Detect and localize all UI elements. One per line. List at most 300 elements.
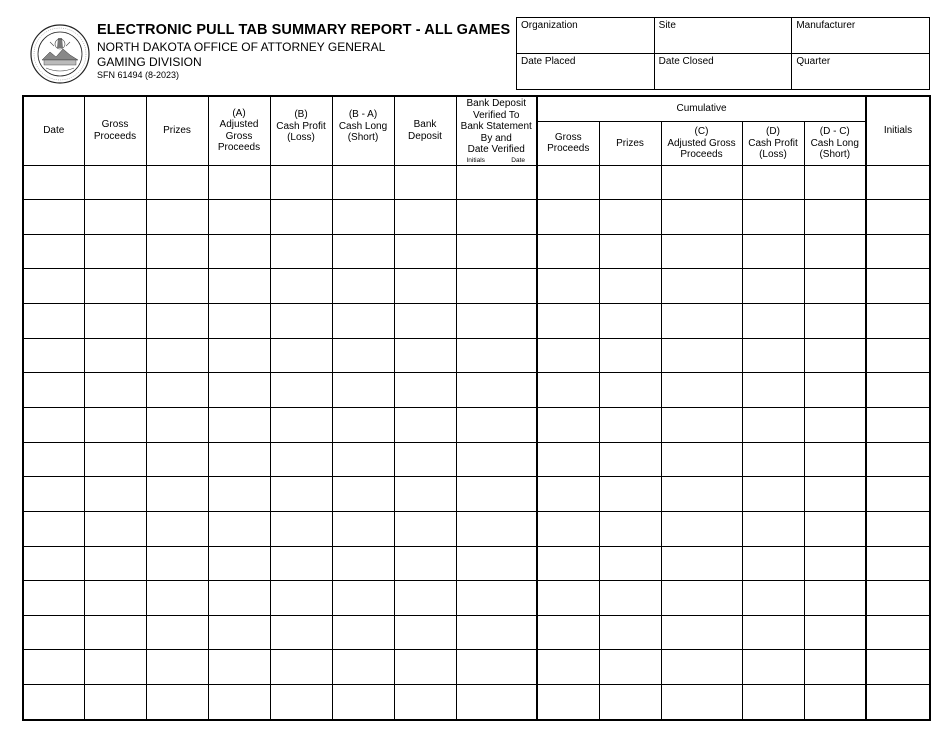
header-bank-verified [456,96,537,165]
prizes-cell[interactable] [146,546,208,581]
cum-adjusted-gross-cell[interactable] [661,373,742,408]
quarter-label: Quarter [796,56,831,67]
date-cell[interactable] [23,234,84,269]
cum-cash-profit-cell[interactable] [742,407,804,442]
header-cum-cash-long [804,122,866,166]
cum-gross-proceeds-cell[interactable] [537,477,599,512]
cum-prizes-cell[interactable] [599,581,661,616]
header-bank-verified-initials: Initials [466,156,485,164]
cum-adjusted-gross-cell[interactable] [661,546,742,581]
bank-deposit-cell[interactable] [394,546,456,581]
gross-proceeds-cell[interactable] [84,200,146,235]
cash-profit-cell[interactable] [270,650,332,685]
cum-prizes-cell[interactable] [599,546,661,581]
cash-profit-cell[interactable] [270,373,332,408]
cum-adjusted-gross-cell[interactable] [661,234,742,269]
cum-cash-long-cell[interactable] [804,546,866,581]
bank-deposit-cell[interactable] [394,304,456,339]
header-cum-adjusted-gross-line1: (C) [694,126,709,137]
cash-long-cell[interactable] [332,511,394,546]
header-gross-proceeds-line1: Gross [101,119,129,131]
bank-verified-cell[interactable] [456,615,537,650]
initials-cell[interactable] [866,338,930,373]
date-cell[interactable] [23,581,84,616]
cash-profit-cell[interactable] [270,685,332,720]
header-gross-proceeds [84,96,146,165]
cum-cash-profit-cell[interactable] [742,581,804,616]
cum-prizes-cell[interactable] [599,685,661,720]
bank-deposit-cell[interactable] [394,511,456,546]
cum-cash-profit-cell[interactable] [742,650,804,685]
cash-long-cell[interactable] [332,546,394,581]
report-info-box [516,17,930,90]
header-bank-verified-sublabels [457,156,537,165]
bank-verified-cell[interactable] [456,546,537,581]
cum-cash-long-cell[interactable] [804,338,866,373]
cum-adjusted-gross-cell[interactable] [661,165,742,200]
adjusted-gross-cell[interactable] [208,407,270,442]
bank-deposit-cell[interactable] [394,338,456,373]
gross-proceeds-cell[interactable] [84,685,146,720]
header-cash-profit-line3: (Loss) [287,132,315,143]
cash-long-cell[interactable] [332,165,394,200]
initials-cell[interactable] [866,615,930,650]
date-cell[interactable] [23,685,84,720]
header-cum-cash-long-line1: (D - C) [819,126,850,137]
cash-profit-cell[interactable] [270,234,332,269]
prizes-cell[interactable] [146,407,208,442]
cum-cash-profit-cell[interactable] [742,373,804,408]
adjusted-gross-cell[interactable] [208,511,270,546]
cum-adjusted-gross-cell[interactable] [661,269,742,304]
manufacturer-label: Manufacturer [796,20,856,31]
cum-prizes-cell[interactable] [599,442,661,477]
header-initials-text: Initials [883,125,913,136]
header-cum-cash-profit-line2: Cash Profit [748,137,798,149]
cash-profit-cell[interactable] [270,581,332,616]
cum-prizes-cell[interactable] [599,511,661,546]
header-bank-deposit [394,96,456,165]
cash-long-cell[interactable] [332,338,394,373]
gross-proceeds-cell[interactable] [84,511,146,546]
prizes-cell[interactable] [146,234,208,269]
gross-proceeds-cell[interactable] [84,615,146,650]
prizes-cell[interactable] [146,373,208,408]
cash-long-cell[interactable] [332,650,394,685]
cash-long-cell[interactable] [332,407,394,442]
cum-prizes-cell[interactable] [599,615,661,650]
cum-cash-long-cell[interactable] [804,685,866,720]
bank-verified-cell[interactable] [456,511,537,546]
date-cell[interactable] [23,511,84,546]
header-cum-gross-proceeds-line1: Gross [554,131,582,143]
table-row [23,373,930,408]
gross-proceeds-cell[interactable] [84,338,146,373]
cash-profit-cell[interactable] [270,615,332,650]
adjusted-gross-cell[interactable] [208,546,270,581]
prizes-cell[interactable] [146,304,208,339]
header-cash-long [332,96,394,165]
cash-profit-cell[interactable] [270,200,332,235]
gross-proceeds-cell[interactable] [84,442,146,477]
site-field[interactable] [654,18,792,54]
cum-cash-profit-cell[interactable] [742,165,804,200]
initials-cell[interactable] [866,200,930,235]
header-gross-proceeds-line2: Proceeds [93,130,137,142]
header-bank-verified-date: Date [511,156,525,164]
cum-gross-proceeds-cell[interactable] [537,200,599,235]
table-row [23,442,930,477]
gross-proceeds-cell[interactable] [84,165,146,200]
header-cum-cash-profit [742,122,804,166]
bank-deposit-cell[interactable] [394,650,456,685]
header-bank-verified-line1: Bank Deposit [466,98,526,109]
adjusted-gross-cell[interactable] [208,304,270,339]
date-cell[interactable] [23,165,84,200]
adjusted-gross-cell[interactable] [208,581,270,616]
state-seal-icon [30,24,90,84]
bank-verified-cell[interactable] [456,165,537,200]
cum-gross-proceeds-cell[interactable] [537,269,599,304]
cash-long-cell[interactable] [332,269,394,304]
initials-cell[interactable] [866,650,930,685]
cum-prizes-cell[interactable] [599,338,661,373]
header-adjusted-gross [208,96,270,165]
cum-cash-long-cell[interactable] [804,304,866,339]
cum-adjusted-gross-cell[interactable] [661,407,742,442]
bank-deposit-cell[interactable] [394,685,456,720]
header-bank-verified-line3: Bank Statement [460,121,532,132]
cum-cash-long-cell[interactable] [804,581,866,616]
table-row [23,546,930,581]
table-row [23,304,930,339]
table-row [23,338,930,373]
table-row [23,165,930,200]
bank-deposit-cell[interactable] [394,407,456,442]
site-label: Site [658,20,676,31]
date-cell[interactable] [23,407,84,442]
initials-cell[interactable] [866,407,930,442]
date-cell[interactable] [23,373,84,408]
date-cell[interactable] [23,200,84,235]
header-cash-long-line2: Cash Long [338,120,388,132]
cum-prizes-cell[interactable] [599,373,661,408]
header-bank-verified-line2: Verified To [472,109,520,121]
prizes-cell[interactable] [146,477,208,512]
initials-cell[interactable] [866,269,930,304]
organization-field[interactable] [517,18,655,54]
cash-long-cell[interactable] [332,200,394,235]
initials-cell[interactable] [866,304,930,339]
cum-prizes-cell[interactable] [599,165,661,200]
form-number: SFN 61494 (8-2023) [97,70,180,80]
adjusted-gross-cell[interactable] [208,442,270,477]
bank-deposit-cell[interactable] [394,581,456,616]
cum-gross-proceeds-cell[interactable] [537,511,599,546]
prizes-cell[interactable] [146,442,208,477]
date-cell[interactable] [23,338,84,373]
cash-profit-cell[interactable] [270,165,332,200]
date-cell[interactable] [23,442,84,477]
bank-deposit-cell[interactable] [394,269,456,304]
cum-gross-proceeds-cell[interactable] [537,304,599,339]
header-bank-verified-text [457,97,537,156]
gross-proceeds-cell[interactable] [84,581,146,616]
cum-cash-long-cell[interactable] [804,165,866,200]
prizes-cell[interactable] [146,685,208,720]
initials-cell[interactable] [866,373,930,408]
bank-verified-cell[interactable] [456,200,537,235]
initials-cell[interactable] [866,546,930,581]
header-cumulative [537,96,866,122]
header-cum-adjusted-gross-line2: Adjusted Gross [667,137,736,149]
cum-adjusted-gross-cell[interactable] [661,581,742,616]
prizes-cell[interactable] [146,511,208,546]
date-closed-field[interactable] [654,54,792,90]
cash-profit-cell[interactable] [270,407,332,442]
gross-proceeds-cell[interactable] [84,477,146,512]
cum-gross-proceeds-cell[interactable] [537,442,599,477]
table-row [23,615,930,650]
cum-prizes-cell[interactable] [599,477,661,512]
bank-verified-cell[interactable] [456,477,537,512]
cash-profit-cell[interactable] [270,338,332,373]
bank-verified-cell[interactable] [456,338,537,373]
bank-verified-cell[interactable] [456,304,537,339]
header-cum-adjusted-gross [661,122,742,166]
date-cell[interactable] [23,304,84,339]
header-cum-gross-proceeds-line2: Proceeds [547,143,590,155]
cum-cash-long-cell[interactable] [804,442,866,477]
cum-adjusted-gross-cell[interactable] [661,442,742,477]
gross-proceeds-cell[interactable] [84,407,146,442]
cash-long-cell[interactable] [332,477,394,512]
header-initials [866,96,930,165]
cum-adjusted-gross-cell[interactable] [661,477,742,512]
cum-gross-proceeds-cell[interactable] [537,338,599,373]
prizes-cell[interactable] [146,650,208,685]
cum-prizes-cell[interactable] [599,269,661,304]
prizes-cell[interactable] [146,338,208,373]
bank-verified-cell[interactable] [456,581,537,616]
gross-proceeds-cell[interactable] [84,373,146,408]
bank-verified-cell[interactable] [456,269,537,304]
header-bank-deposit-line1: Bank [413,119,437,131]
cum-cash-profit-cell[interactable] [742,338,804,373]
initials-cell[interactable] [866,511,930,546]
date-cell[interactable] [23,477,84,512]
initials-cell[interactable] [866,685,930,720]
date-cell[interactable] [23,650,84,685]
adjusted-gross-cell[interactable] [208,269,270,304]
cum-prizes-cell[interactable] [599,650,661,685]
bank-deposit-cell[interactable] [394,165,456,200]
cash-long-cell[interactable] [332,234,394,269]
initials-cell[interactable] [866,165,930,200]
adjusted-gross-cell[interactable] [208,373,270,408]
cum-adjusted-gross-cell[interactable] [661,685,742,720]
cum-prizes-cell[interactable] [599,304,661,339]
cum-prizes-cell[interactable] [599,200,661,235]
cum-cash-profit-cell[interactable] [742,200,804,235]
cum-cash-profit-cell[interactable] [742,234,804,269]
cum-cash-profit-cell[interactable] [742,615,804,650]
header-cum-gross-proceeds [537,122,599,166]
bank-verified-cell[interactable] [456,407,537,442]
cum-gross-proceeds-cell[interactable] [537,373,599,408]
cum-prizes-cell[interactable] [599,234,661,269]
cum-gross-proceeds-cell[interactable] [537,685,599,720]
gross-proceeds-cell[interactable] [84,546,146,581]
table-row [23,685,930,720]
adjusted-gross-cell[interactable] [208,615,270,650]
cum-cash-long-cell[interactable] [804,615,866,650]
header-date-text: Date [43,125,65,136]
cash-long-cell[interactable] [332,685,394,720]
cum-gross-proceeds-cell[interactable] [537,407,599,442]
cum-prizes-cell[interactable] [599,407,661,442]
cash-profit-cell[interactable] [270,511,332,546]
cum-adjusted-gross-cell[interactable] [661,304,742,339]
header-cum-adjusted-gross-line3: Proceeds [680,149,723,160]
bank-verified-cell[interactable] [456,650,537,685]
header-cash-long-line1: (B - A) [348,109,378,120]
cum-adjusted-gross-cell[interactable] [661,200,742,235]
header-adjusted-gross-line4: Proceeds [217,142,261,154]
header-adjusted-gross-line2: Adjusted [219,119,259,131]
date-placed-field[interactable] [517,54,655,90]
cum-cash-long-cell[interactable] [804,407,866,442]
header-cash-profit-line2: Cash Profit [276,120,326,132]
header-cum-prizes [599,122,661,166]
cum-cash-profit-cell[interactable] [742,269,804,304]
cum-gross-proceeds-cell[interactable] [537,234,599,269]
cum-adjusted-gross-cell[interactable] [661,615,742,650]
bank-deposit-cell[interactable] [394,615,456,650]
header-cash-long-line3: (Short) [347,132,379,143]
cash-long-cell[interactable] [332,442,394,477]
cum-cash-profit-cell[interactable] [742,442,804,477]
table-row [23,407,930,442]
gross-proceeds-cell[interactable] [84,650,146,685]
header-cum-cash-profit-line1: (D) [766,126,780,137]
cum-adjusted-gross-cell[interactable] [661,511,742,546]
bank-deposit-cell[interactable] [394,442,456,477]
header-date [23,96,84,165]
cum-cash-profit-cell[interactable] [742,304,804,339]
gross-proceeds-cell[interactable] [84,269,146,304]
cum-gross-proceeds-cell[interactable] [537,581,599,616]
date-closed-label: Date Closed [658,56,714,67]
initials-cell[interactable] [866,234,930,269]
prizes-cell[interactable] [146,269,208,304]
cash-long-cell[interactable] [332,373,394,408]
cum-cash-long-cell[interactable] [804,477,866,512]
cum-cash-profit-cell[interactable] [742,477,804,512]
header-bank-deposit-line2: Deposit [408,130,442,142]
adjusted-gross-cell[interactable] [208,477,270,512]
quarter-field[interactable] [792,54,930,90]
prizes-cell[interactable] [146,615,208,650]
cash-long-cell[interactable] [332,304,394,339]
manufacturer-field[interactable] [792,18,930,54]
cum-gross-proceeds-cell[interactable] [537,165,599,200]
header-cumulative-text: Cumulative [676,103,727,115]
header-adjusted-gross-line3: Gross [225,130,253,142]
cum-adjusted-gross-cell[interactable] [661,338,742,373]
cum-cash-profit-cell[interactable] [742,685,804,720]
table-row [23,477,930,512]
cash-profit-cell[interactable] [270,269,332,304]
table-row [23,200,930,235]
header-cash-profit-line1: (B) [294,109,308,120]
bank-verified-cell[interactable] [456,442,537,477]
bank-verified-cell[interactable] [456,685,537,720]
adjusted-gross-cell[interactable] [208,234,270,269]
adjusted-gross-cell[interactable] [208,685,270,720]
report-title: ELECTRONIC PULL TAB SUMMARY REPORT - ALL GAMES [97,22,511,38]
prizes-cell[interactable] [146,581,208,616]
adjusted-gross-cell[interactable] [208,338,270,373]
bank-verified-cell[interactable] [456,234,537,269]
date-cell[interactable] [23,546,84,581]
initials-cell[interactable] [866,581,930,616]
cum-gross-proceeds-cell[interactable] [537,650,599,685]
cum-gross-proceeds-cell[interactable] [537,546,599,581]
gross-proceeds-cell[interactable] [84,234,146,269]
adjusted-gross-cell[interactable] [208,165,270,200]
cash-profit-cell[interactable] [270,442,332,477]
adjusted-gross-cell[interactable] [208,650,270,685]
cash-profit-cell[interactable] [270,304,332,339]
prizes-cell[interactable] [146,200,208,235]
cum-cash-profit-cell[interactable] [742,511,804,546]
cash-profit-cell[interactable] [270,477,332,512]
cum-cash-profit-cell[interactable] [742,546,804,581]
header-bank-verified-line5: Date Verified [467,144,525,155]
bank-deposit-cell[interactable] [394,373,456,408]
cum-gross-proceeds-cell[interactable] [537,615,599,650]
cum-cash-long-cell[interactable] [804,269,866,304]
organization-label: Organization [521,20,578,31]
cash-profit-cell[interactable] [270,546,332,581]
cum-cash-long-cell[interactable] [804,234,866,269]
bank-deposit-cell[interactable] [394,234,456,269]
cash-long-cell[interactable] [332,581,394,616]
header-cash-profit [270,96,332,165]
gross-proceeds-cell[interactable] [84,304,146,339]
cum-adjusted-gross-cell[interactable] [661,650,742,685]
bank-verified-cell[interactable] [456,373,537,408]
bank-deposit-cell[interactable] [394,477,456,512]
cum-cash-long-cell[interactable] [804,200,866,235]
prizes-cell[interactable] [146,165,208,200]
cum-cash-long-cell[interactable] [804,511,866,546]
adjusted-gross-cell[interactable] [208,200,270,235]
cum-cash-long-cell[interactable] [804,373,866,408]
bank-deposit-cell[interactable] [394,200,456,235]
date-cell[interactable] [23,269,84,304]
summary-table-body [23,165,930,720]
date-cell[interactable] [23,615,84,650]
table-row [23,269,930,304]
initials-cell[interactable] [866,477,930,512]
cum-cash-long-cell[interactable] [804,650,866,685]
initials-cell[interactable] [866,442,930,477]
header-cum-prizes-text: Prizes [616,137,644,149]
header-bank-verified-line4: By and [480,132,512,144]
cash-long-cell[interactable] [332,615,394,650]
